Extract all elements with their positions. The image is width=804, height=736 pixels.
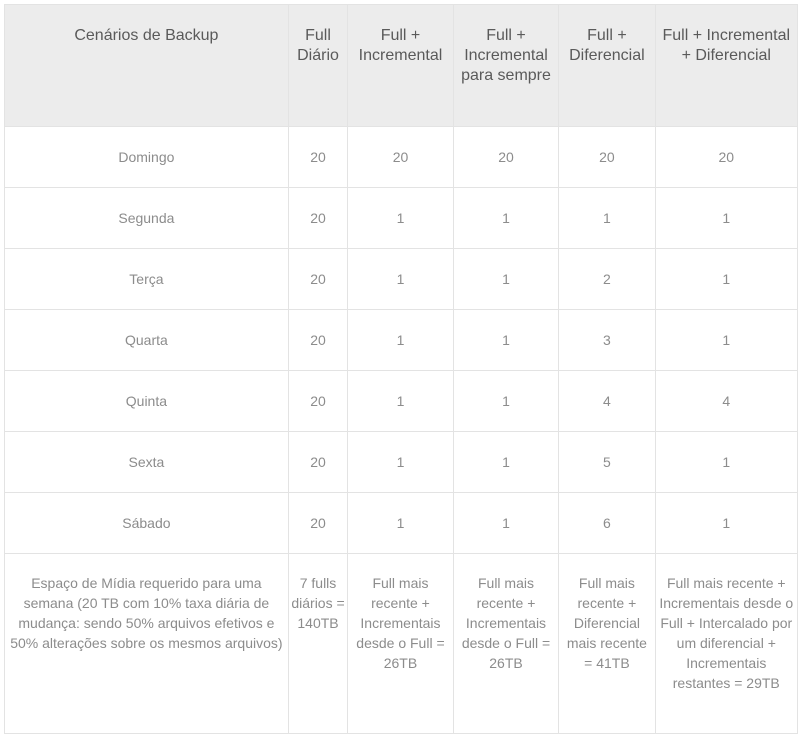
table-cell: 1	[348, 310, 454, 371]
table-cell: 1	[453, 249, 559, 310]
table-cell: 1	[655, 493, 797, 554]
backup-scenarios-table	[4, 4, 798, 734]
day-cell: Terça	[5, 249, 289, 310]
table-cell: 1	[559, 188, 655, 249]
media-space-full-differential: Full mais recente + Diferencial mais recente = 41TB	[559, 554, 655, 734]
table-cell: 20	[453, 127, 559, 188]
table-row	[5, 127, 798, 188]
table-cell: 1	[348, 188, 454, 249]
header-scenario: Cenários de Backup	[5, 5, 289, 127]
table-cell: 1	[348, 371, 454, 432]
table-cell: 20	[655, 127, 797, 188]
table-cell: 20	[288, 432, 347, 493]
media-space-full-incremental-differential: Full mais recente + Incrementais desde o Full + Intercalado por um diferencial + Incrementais restantes = 29TB	[655, 554, 797, 734]
table-cell: 20	[288, 249, 347, 310]
media-space-full-incremental: Full mais recente + Incrementais desde o Full = 26TB	[348, 554, 454, 734]
header-full-differential: Full + Diferencial	[559, 5, 655, 127]
table-cell: 1	[655, 249, 797, 310]
backup-scenarios-table-container	[4, 4, 798, 734]
day-cell: Domingo	[5, 127, 289, 188]
table-row	[5, 188, 798, 249]
header-row	[5, 5, 798, 127]
header-full-incremental: Full + Incremental	[348, 5, 454, 127]
table-cell: 2	[559, 249, 655, 310]
header-full-daily: Full Diário	[288, 5, 347, 127]
day-cell: Quarta	[5, 310, 289, 371]
day-cell: Sexta	[5, 432, 289, 493]
table-cell: 1	[655, 188, 797, 249]
table-cell: 1	[453, 371, 559, 432]
table-cell: 1	[655, 310, 797, 371]
media-space-description: Espaço de Mídia requerido para uma semana (20 TB com 10% taxa diária de mudança: sendo 50% arquivos efetivos e 50% alterações sobre os mesmos arquivos)	[5, 554, 289, 734]
table-row	[5, 310, 798, 371]
table-cell: 1	[453, 188, 559, 249]
table-cell: 20	[348, 127, 454, 188]
table-row	[5, 371, 798, 432]
table-cell: 20	[559, 127, 655, 188]
table-cell: 1	[348, 432, 454, 493]
table-cell: 20	[288, 493, 347, 554]
table-row	[5, 493, 798, 554]
day-cell: Quinta	[5, 371, 289, 432]
table-cell: 20	[288, 310, 347, 371]
table-cell: 1	[655, 432, 797, 493]
table-cell: 1	[453, 493, 559, 554]
table-cell: 5	[559, 432, 655, 493]
table-cell: 1	[453, 432, 559, 493]
table-cell: 1	[348, 249, 454, 310]
table-row	[5, 432, 798, 493]
table-cell: 3	[559, 310, 655, 371]
day-cell: Segunda	[5, 188, 289, 249]
media-space-row	[5, 554, 798, 734]
table-cell: 4	[559, 371, 655, 432]
table-cell: 6	[559, 493, 655, 554]
table-cell: 20	[288, 188, 347, 249]
table-cell: 1	[453, 310, 559, 371]
table-cell: 4	[655, 371, 797, 432]
table-row	[5, 249, 798, 310]
header-full-incremental-forever: Full + Incremental para sempre	[453, 5, 559, 127]
table-cell: 1	[348, 493, 454, 554]
day-cell: Sábado	[5, 493, 289, 554]
media-space-full-incremental-forever: Full mais recente + Incrementais desde o Full = 26TB	[453, 554, 559, 734]
table-cell: 20	[288, 127, 347, 188]
media-space-full-daily: 7 fulls diários = 140TB	[288, 554, 347, 734]
header-full-incremental-differential: Full + Incremental + Diferencial	[655, 5, 797, 127]
table-cell: 20	[288, 371, 347, 432]
